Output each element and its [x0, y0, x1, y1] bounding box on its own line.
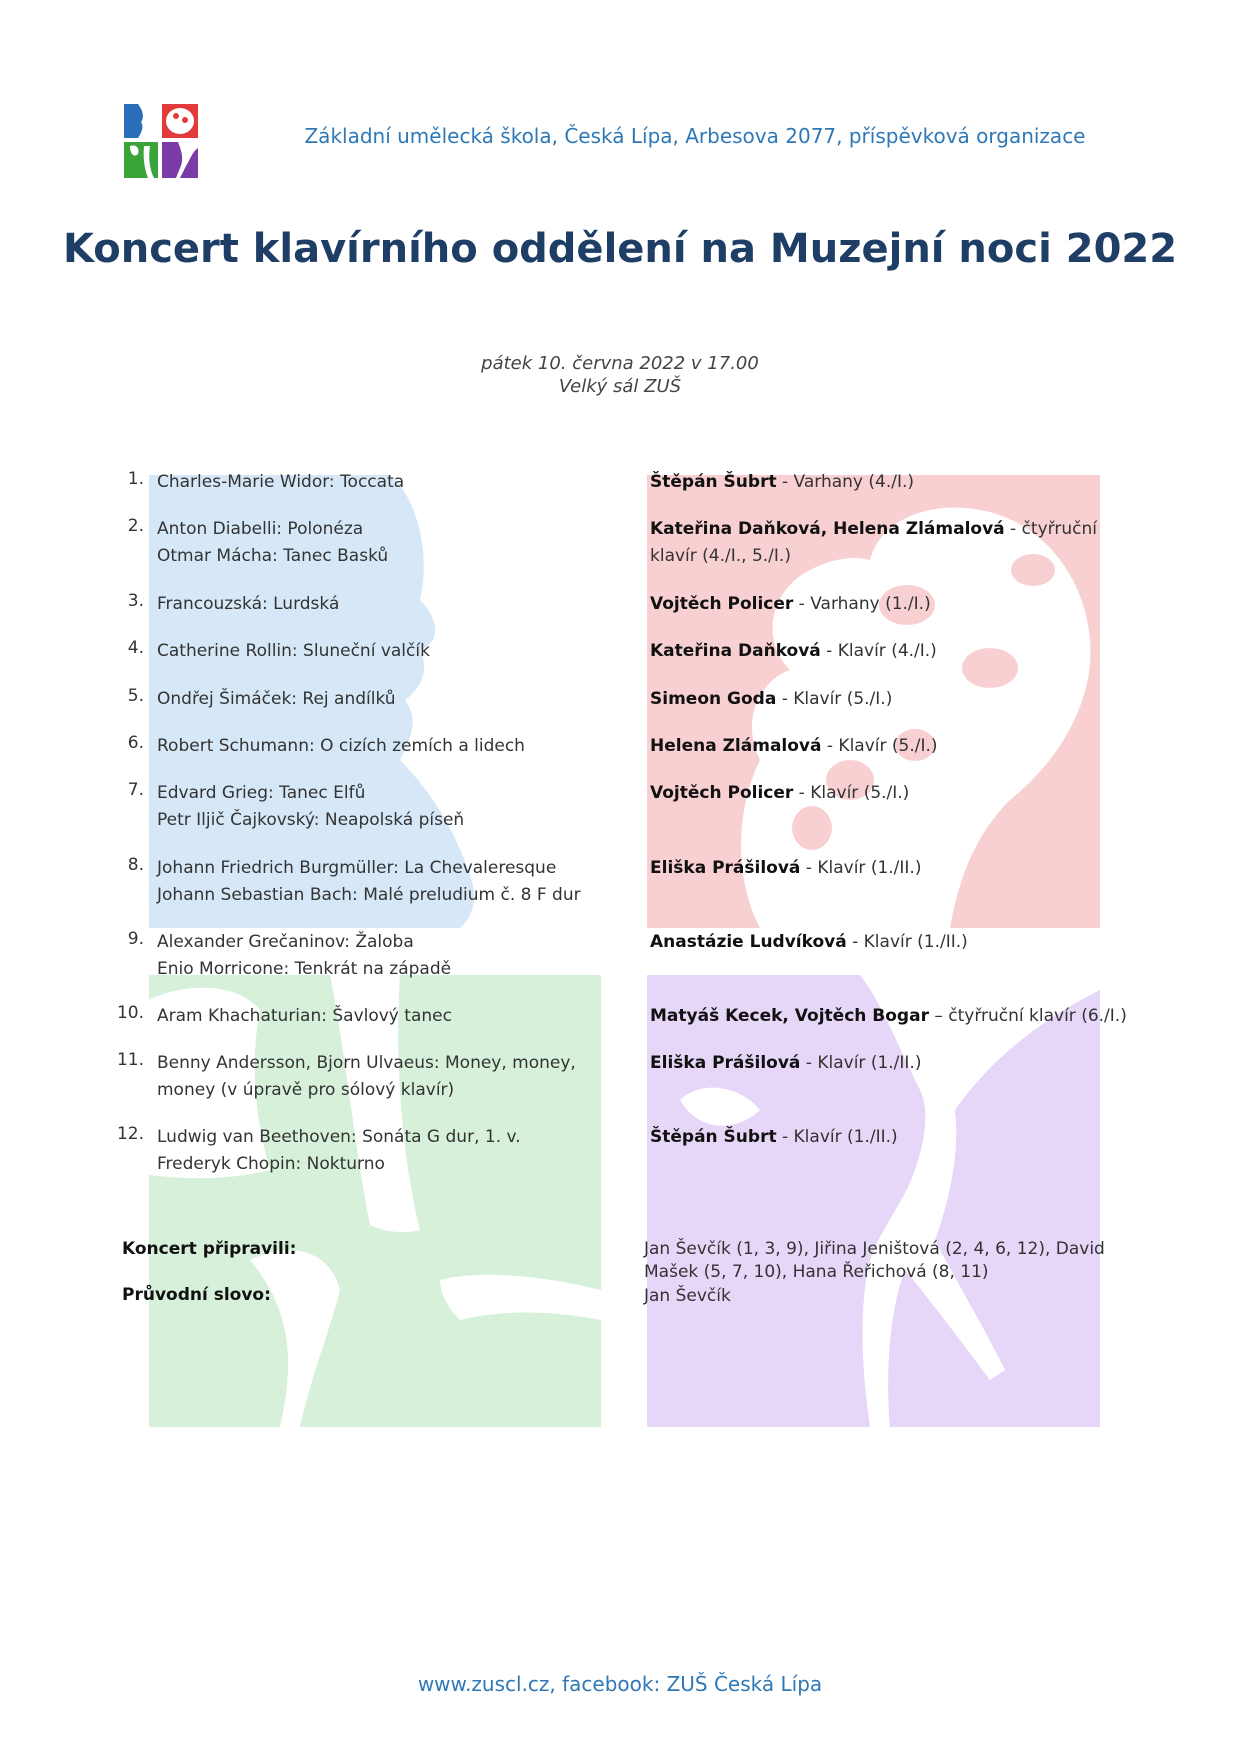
performer	[650, 591, 1130, 618]
event-date: pátek 10. června 2022 v 17.00	[481, 353, 759, 374]
piece-line: Alexander Grečaninov: Žaloba	[157, 932, 414, 952]
credits-host-value: Jan Ševčík	[644, 1286, 731, 1306]
piece-line: Johann Friedrich Burgmüller: La Chevaleresque	[157, 858, 557, 878]
item-number: 5.	[127, 686, 144, 706]
piece-line: Frederyk Chopin: Nokturno	[157, 1154, 385, 1174]
item-number: 8.	[127, 855, 144, 875]
performer-name: Štěpán Šubrt	[650, 472, 777, 492]
performer-detail: - Klavír (1./II.)	[800, 858, 922, 878]
event-venue: Velký sál ZUŠ	[558, 376, 682, 397]
piece-line: Johann Sebastian Bach: Malé preludium č. 8 F dur	[157, 885, 581, 905]
performer-name: Kateřina Daňková	[650, 641, 821, 661]
performer	[650, 733, 1130, 760]
credits-prepared-value: Jan Ševčík (1, 3, 9), Jiřina Jeništová (2, 4, 6, 12), David Mašek (5, 7, 10), Hana Řeřichová (8, 11)	[644, 1239, 1105, 1282]
piece-line: Charles-Marie Widor: Toccata	[157, 472, 405, 492]
item-number: 6.	[127, 733, 144, 753]
purple-dancer-panel	[647, 975, 1100, 1427]
performer-name: Eliška Prášilová	[650, 1053, 801, 1073]
piece-line: Ondřej Šimáček: Rej andílků	[157, 689, 396, 709]
piece-block	[157, 1124, 617, 1178]
performer-detail: - čtyřruční klavír (4./I., 5./I.)	[650, 519, 1097, 566]
item-number: 12.	[116, 1124, 144, 1144]
performer	[650, 469, 1130, 496]
piece-line: Enio Morricone: Tenkrát na západě	[157, 959, 452, 979]
piece-line: Anton Diabelli: Polonéza	[157, 519, 364, 539]
page-title: Koncert klavírního oddělení na Muzejní noci 2022	[62, 226, 1178, 272]
item-number: 2.	[127, 516, 144, 536]
performer-name: Štěpán Šubrt	[650, 1127, 777, 1147]
performer	[650, 686, 1130, 713]
performer-detail: - Varhany (1./I.)	[793, 594, 931, 614]
performer-name: Kateřina Daňková, Helena Zlámalová	[650, 519, 1005, 539]
item-number: 7.	[127, 780, 144, 800]
performer-detail: - Klavír (5./I.)	[793, 783, 910, 803]
performer-detail: - Klavír (1./II.)	[846, 932, 968, 952]
performer	[650, 929, 1130, 956]
school-logo	[124, 104, 198, 178]
piece-block	[157, 929, 617, 983]
item-number: 4.	[127, 638, 144, 658]
performer-detail: - Klavír (1./II.)	[776, 1127, 898, 1147]
performer	[650, 1003, 1130, 1030]
performer-detail: - Klavír (5./I.)	[821, 736, 938, 756]
performer-detail: – čtyřruční klavír (6./I.)	[928, 1006, 1127, 1026]
piece-line: money (v úpravě pro sólový klavír)	[157, 1080, 455, 1100]
performer-name: Vojtěch Policer	[650, 783, 794, 803]
performer-detail: - Klavír (5./I.)	[776, 689, 893, 709]
green-masks-panel	[149, 975, 601, 1427]
item-number: 11.	[116, 1050, 144, 1070]
credits-host-label: Průvodní slovo:	[122, 1285, 271, 1305]
item-number: 1.	[127, 469, 144, 489]
performer-name: Eliška Prášilová	[650, 858, 801, 878]
piece-line: Aram Khachaturian: Šavlový tanec	[157, 1006, 452, 1026]
performer	[650, 855, 1130, 882]
school-name: Základní umělecká škola, Česká Lípa, Arbesova 2077, příspěvková organizace	[304, 124, 1086, 148]
piece-line: Edvard Grieg: Tanec Elfů	[157, 783, 366, 803]
performer-detail: - Klavír (4./I.)	[820, 641, 937, 661]
piece-line: Robert Schumann: O cizích zemích a lidech	[157, 736, 525, 756]
performer	[650, 638, 1130, 665]
piece-block	[157, 516, 617, 570]
piece-line: Benny Andersson, Bjorn Ulvaeus: Money, money,	[157, 1053, 576, 1073]
performer	[650, 780, 1130, 807]
performer-name: Matyáš Kecek, Vojtěch Bogar	[650, 1006, 929, 1026]
piece-block	[157, 855, 617, 909]
performer-name: Vojtěch Policer	[650, 594, 794, 614]
piece-line: Catherine Rollin: Sluneční valčík	[157, 641, 430, 661]
performer	[650, 1124, 1130, 1151]
credits-prepared-label: Koncert připravili:	[122, 1239, 297, 1259]
performer-detail: - Klavír (1./II.)	[800, 1053, 922, 1073]
piece-block	[157, 780, 617, 834]
footer-link[interactable]: www.zuscl.cz, facebook: ZUŠ Česká Lípa	[417, 1672, 823, 1696]
item-number: 3.	[127, 591, 144, 611]
item-number: 10.	[116, 1003, 144, 1023]
piece-line: Petr Iljič Čajkovský: Neapolská píseň	[157, 810, 465, 830]
piece-line: Francouzská: Lurdská	[157, 594, 340, 614]
performer-name: Simeon Goda	[650, 689, 777, 709]
performer-name: Anastázie Ludvíková	[650, 932, 847, 952]
piece-line: Otmar Mácha: Tanec Basků	[157, 546, 389, 566]
performer	[650, 1050, 1130, 1077]
performer-detail: - Varhany (4./I.)	[776, 472, 915, 492]
piece-line: Ludwig van Beethoven: Sonáta G dur, 1. v.	[157, 1127, 521, 1147]
item-number: 9.	[127, 929, 144, 949]
piece-block	[157, 1050, 617, 1104]
performer	[650, 516, 1130, 570]
performer-name: Helena Zlámalová	[650, 736, 822, 756]
